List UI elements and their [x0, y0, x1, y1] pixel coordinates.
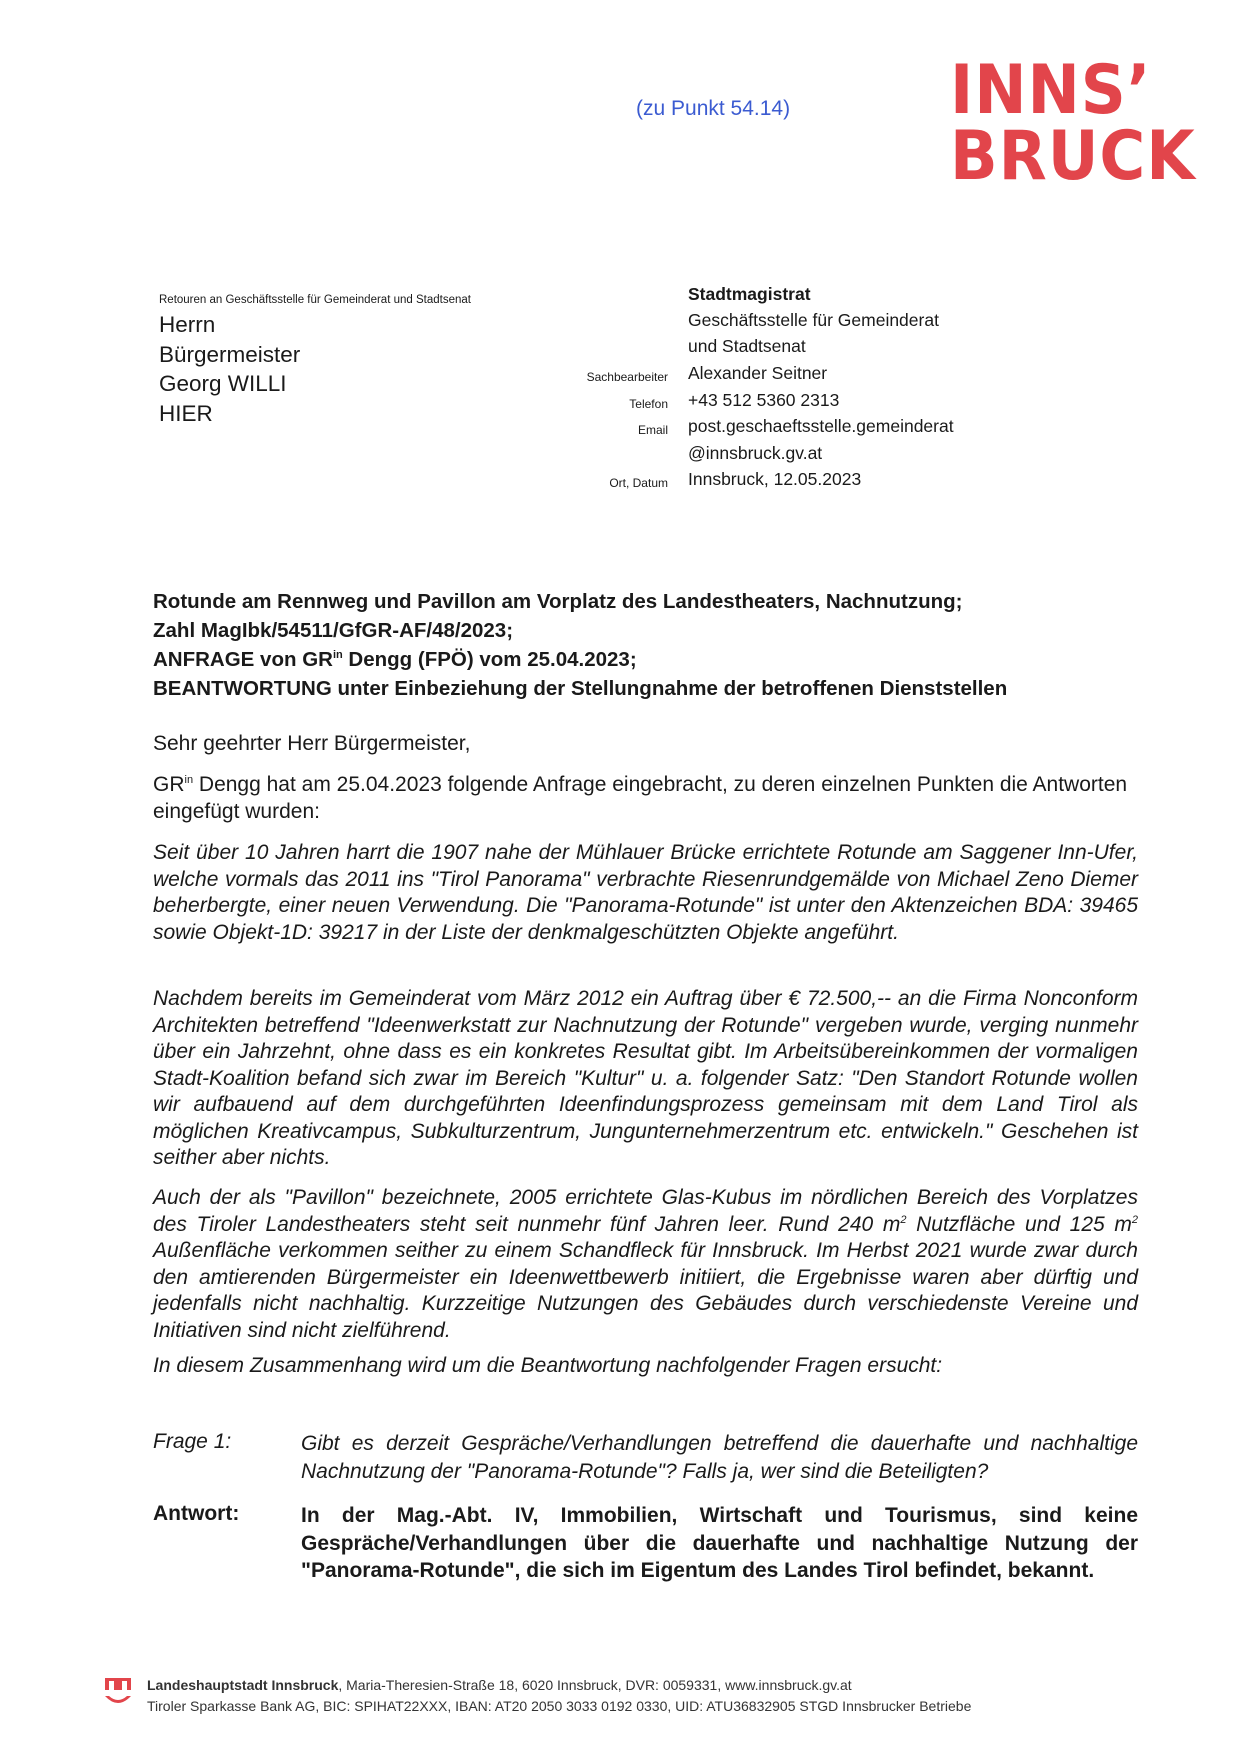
- sender-department: und Stadtsenat: [688, 336, 806, 356]
- footer-address: Landeshauptstadt Innsbruck, Maria-Theresien-Straße 18, 6020 Innsbruck, DVR: 0059331, www.innsbruck.gv.at: [147, 1677, 852, 1693]
- answer-text: In der Mag.-Abt. IV, Immobilien, Wirtschaft und Tourismus, sind keine Gespräche/Verhandlungen über die dauerhafte und nachhaltige Nutzung der "Panorama-Rotunde", die sich im Eigentum des Landes Tirol befindet, bekannt.: [301, 1504, 1138, 1582]
- phone-number: +43 512 5360 2313: [688, 390, 840, 410]
- return-note: Retouren an Geschäftsstelle für Gemeinderat und Stadtsenat: [159, 294, 471, 306]
- sender-office: Stadtmagistrat: [688, 284, 811, 304]
- subject-line: Rotunde am Rennweg und Pavillon am Vorplatz des Landestheaters, Nachnutzung;: [153, 590, 963, 613]
- address-line: HIER: [159, 400, 213, 426]
- place-date: Innsbruck, 12.05.2023: [688, 469, 862, 489]
- sender-department: Geschäftsstelle für Gemeinderat: [688, 310, 939, 330]
- address-line: Herrn: [159, 312, 216, 337]
- innsbruck-logo: [950, 51, 1196, 196]
- logo-line-1: INNS’: [950, 51, 1152, 130]
- email-address: post.geschaeftsstelle.gemeinderat: [688, 416, 954, 436]
- address-line: Bürgermeister: [159, 341, 301, 367]
- city-coat-of-arms-icon: [103, 1676, 133, 1712]
- subject-block: [153, 587, 1153, 703]
- reference-note: (zu Punkt 54.14): [636, 97, 791, 120]
- query-paragraph-1: Seit über 10 Jahren harrt die 1907 nahe der Mühlauer Brücke errichtete Rotunde am Saggener Inn-Ufer, welche vormals das 2011 ins "Tirol Panorama" verbrachte Riesenrundgemälde von Michael Zeno Diemer beherbergte, einer neuen Verwendung. Die "Panorama-Rotunde" ist unter den Aktenzeichen BDA: 39465 sowie Objekt-1D: 39217 in der Liste der denkmalgeschützten Objekte angeführt.: [153, 841, 1138, 944]
- salutation: Sehr geehrter Herr Bürgermeister,: [153, 732, 471, 755]
- clerk-name: Alexander Seitner: [688, 363, 828, 383]
- question-text: Gibt es derzeit Gespräche/Verhandlungen betreffend die dauerhafte und nachhaltige Nachnutzung der "Panorama-Rotunde"? Falls ja, wer sind die Beteiligten?: [301, 1432, 1138, 1483]
- subject-line: Zahl MagIbk/54511/GfGR-AF/48/2023;: [153, 619, 514, 642]
- subject-line: BEANTWORTUNG unter Einbeziehung der Stellungnahme der betroffenen Dienststellen: [153, 677, 1008, 700]
- clerk-label: Sachbearbeiter: [586, 370, 668, 384]
- intro-paragraph: $GR^{in}$ Dengg hat am 25.04.2023 folgende Anfrage eingebracht, zu deren einzelnen Punkten die Antworten eingefügt wurden:: [153, 773, 1128, 823]
- query-paragraph-4: In diesem Zusammenhang wird um die Beantwortung nachfolgender Fragen ersucht:: [153, 1354, 943, 1377]
- email-address: @innsbruck.gv.at: [688, 443, 823, 463]
- question-label: Frage 1:: [153, 1430, 232, 1453]
- query-paragraph-2: Nachdem bereits im Gemeinderat vom März 2012 ein Auftrag über € 72.500,-- an die Firma Nonconform Architekten betreffend "Ideenwerkstatt zur Nachnutzung der Rotunde" vergeben wurde, verging nunmehr über ein Jahrzehnt, ohne dass es ein konkretes Resultat gibt. Im Arbeitsübereinkommen der vormaligen Stadt-Koalition befand sich zwar im Bereich "Kultur" u. a. folgender Satz: "Den Standort Rotunde wollen wir aufbauend auf dem durchgeführten Ideenfindungsprozess gemeinsam mit dem Land Tirol als möglichen Kreativcampus, Subkulturzentrum, Jungunternehmerzentrum etc. entwickeln." Geschehen ist seither aber nichts.: [153, 987, 1138, 1169]
- subject-line: ANFRAGE von $GR^{in}$ Dengg (FPÖ) vom 25.04.2023;: [153, 648, 637, 671]
- recipient-address: [159, 310, 300, 428]
- footer-bank-details: Tiroler Sparkasse Bank AG, BIC: SPIHAT22XXX, IBAN: AT20 2050 3033 0192 0330, UID: ATU36832905 STGD Innsbrucker Betriebe: [147, 1698, 972, 1714]
- date-label: Ort, Datum: [609, 476, 668, 490]
- email-label: Email: [637, 423, 668, 437]
- query-paragraph-3: Auch der als "Pavillon" bezeichnete, 2005 errichtete Glas-Kubus im nördlichen Bereich des Vorplatzes des Tiroler Landestheaters steht seit nunmehr fünf Jahren leer. Rund 240 $m^2$ Nutzfläche und 125 $m^2$ Außenfläche verkommen seither zu einem Schandfleck für Innsbruck. Im Herbst 2021 wurde zwar durch den amtierenden Bürgermeister ein Ideenwettbewerb initiiert, die Ergebnisse waren aber dürftig und jedenfalls nicht nachhaltig. Kurzzeitige Nutzungen des Gebäudes durch verschiedenste Vereine und Initiativen sind nicht zielführend.: [153, 1186, 1138, 1342]
- address-line: Georg WILLI: [159, 371, 287, 396]
- answer-label: Antwort:: [153, 1502, 240, 1525]
- logo-line-2: BRUCK: [950, 117, 1196, 196]
- phone-label: Telefon: [629, 397, 668, 411]
